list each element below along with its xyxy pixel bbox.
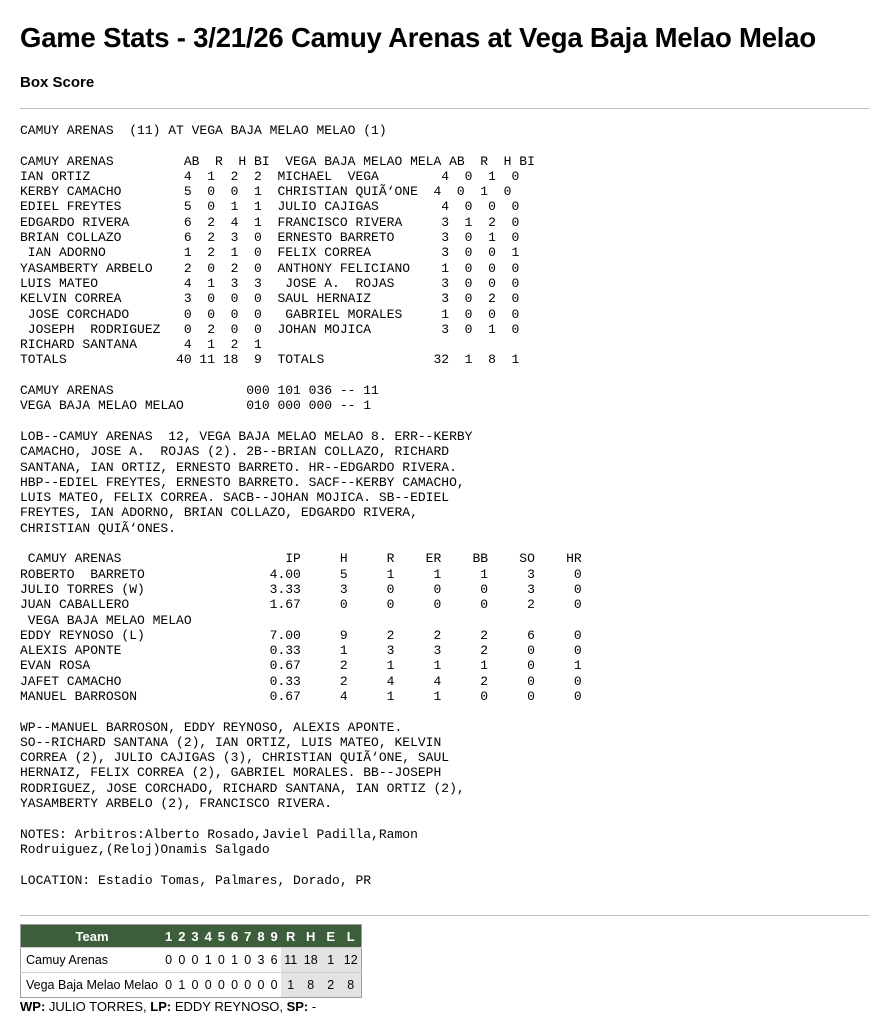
linescore-inning-score: 0: [188, 973, 201, 998]
box-score-line: SANTANA, IAN ORTIZ, ERNESTO BARRETO. HR--EDGARDO RIVERA.: [20, 459, 457, 475]
linescore-inning-score: 0: [268, 973, 281, 998]
linescore-table: [20, 924, 362, 998]
linescore-header-hits: H: [301, 925, 321, 948]
box-score-line: IAN ORTIZ 4 1 2 2 MICHAEL VEGA 4 0 1 0: [20, 168, 520, 184]
box-score-line: CAMUY ARENAS 000 101 036 -- 11: [20, 383, 379, 399]
linescore-inning-score: 0: [215, 948, 228, 973]
box-score-line: NOTES: Arbitros:Alberto Rosado,Javiel Padilla,Ramon: [20, 826, 418, 842]
box-score-line: VEGA BAJA MELAO MELAO: [20, 612, 192, 628]
box-score-line: JOSE CORCHADO 0 0 0 0 GABRIEL MORALES 1 0 0 0: [20, 306, 520, 322]
box-score-line: HERNAIZ, FELIX CORREA (2), GABRIEL MORALES. BB--JOSEPH: [20, 765, 442, 781]
lp-value: EDDY REYNOSO,: [171, 999, 287, 1014]
linescore-inning-score: 6: [268, 948, 281, 973]
linescore-hits: 18: [301, 948, 321, 973]
box-score-line: CAMUY ARENAS AB R H BI VEGA BAJA MELAO MELA AB R H BI: [20, 153, 535, 169]
linescore-lob: 12: [341, 948, 362, 973]
linescore-runs: 1: [281, 973, 301, 998]
linescore-header-inning: 8: [254, 925, 267, 948]
linescore-inning-score: 0: [228, 973, 241, 998]
linescore-inning-score: 1: [175, 973, 188, 998]
linescore-inning-score: 0: [254, 973, 267, 998]
wp-value: JULIO TORRES,: [45, 999, 151, 1014]
box-score-line: FREYTES, IAN ADORNO, BRIAN COLLAZO, EDGARDO RIVERA,: [20, 505, 418, 521]
linescore-header-inning: 4: [202, 925, 215, 948]
box-score-line: CHRISTIAN QUIÃ‘ONES.: [20, 520, 177, 536]
box-score-line: LOB--CAMUY ARENAS 12, VEGA BAJA MELAO MELAO 8. ERR--KERBY: [20, 428, 473, 444]
linescore-inning-score: 0: [162, 973, 175, 998]
box-score-line: MANUEL BARROSON 0.67 4 1 1 0 0 0: [20, 688, 582, 704]
box-score-line: LUIS MATEO, FELIX CORREA. SACB--JOHAN MOJICA. SB--EDIEL: [20, 490, 450, 506]
box-score-line: LUIS MATEO 4 1 3 3 JOSE A. ROJAS 3 0 0 0: [20, 275, 520, 291]
linescore-header-lob: L: [341, 925, 362, 948]
linescore-inning-score: 0: [188, 948, 201, 973]
box-score-line: KERBY CAMACHO 5 0 0 1 CHRISTIAN QUIÃ‘ONE 4 0 1 0: [20, 184, 512, 200]
linescore-header-inning: 3: [188, 925, 201, 948]
box-score-line: CAMACHO, JOSE A. ROJAS (2). 2B--BRIAN COLLAZO, RICHARD: [20, 444, 450, 460]
box-score-line: IAN ADORNO 1 2 1 0 FELIX CORREA 3 0 0 1: [20, 245, 520, 261]
linescore-header-inning: 9: [268, 925, 281, 948]
linescore-inning-score: 3: [254, 948, 267, 973]
linescore-header-team: Team: [21, 925, 163, 948]
page-title: Game Stats - 3/21/26 Camuy Arenas at Vega Baja Melao Melao: [20, 22, 816, 53]
box-score-line: WP--MANUEL BARROSON, EDDY REYNOSO, ALEXIS APONTE.: [20, 719, 403, 735]
box-score-line: RODRIGUEZ, JOSE CORCHADO, RICHARD SANTANA, IAN ORTIZ (2),: [20, 780, 465, 796]
linescore-team-name: Camuy Arenas: [21, 948, 163, 973]
box-score-line: EDGARDO RIVERA 6 2 4 1 FRANCISCO RIVERA 3 1 2 0: [20, 214, 520, 230]
linescore-hits: 8: [301, 973, 321, 998]
linescore-inning-score: 0: [215, 973, 228, 998]
box-score-line: SO--RICHARD SANTANA (2), IAN ORTIZ, LUIS MATEO, KELVIN: [20, 734, 442, 750]
box-score-line: JUAN CABALLERO 1.67 0 0 0 0 2 0: [20, 597, 582, 613]
box-score-line: CAMUY ARENAS (11) AT VEGA BAJA MELAO MELAO (1): [20, 123, 387, 138]
sp-value: -: [308, 999, 317, 1014]
divider-top: [20, 108, 870, 109]
linescore-row-home: [21, 973, 362, 998]
section-heading: Box Score: [20, 74, 95, 91]
box-score-line: JULIO TORRES (W) 3.33 3 0 0 0 3 0: [20, 581, 582, 597]
box-score-line: EDDY REYNOSO (L) 7.00 9 2 2 2 6 0: [20, 627, 582, 643]
box-score-line: LOCATION: Estadio Tomas, Palmares, Dorado, PR: [20, 872, 372, 888]
linescore-inning-score: 0: [241, 973, 254, 998]
box-score-line: VEGA BAJA MELAO MELAO 010 000 000 -- 1: [20, 398, 372, 414]
linescore-header-inning: 7: [241, 925, 254, 948]
box-score-line: CORREA (2), JULIO CAJIGAS (3), CHRISTIAN QUIÃ‘ONE, SAUL: [20, 750, 450, 766]
box-score-line: RICHARD SANTANA 4 1 2 1: [20, 337, 262, 353]
linescore-inning-score: 0: [162, 948, 175, 973]
linescore-header-inning: 5: [215, 925, 228, 948]
box-score-line: BRIAN COLLAZO 6 2 3 0 ERNESTO BARRETO 3 0 1 0: [20, 230, 520, 246]
box-score-line: TOTALS 40 11 18 9 TOTALS 32 1 8 1: [20, 352, 520, 368]
box-score-text: [20, 123, 582, 888]
box-score-line: YASAMBERTY ARBELO (2), FRANCISCO RIVERA.: [20, 796, 333, 812]
linescore-team-name: Vega Baja Melao Melao: [21, 973, 163, 998]
box-score-line: Rodruiguez,(Reloj)Onamis Salgado: [20, 841, 270, 857]
divider-bottom: [20, 915, 870, 916]
linescore-inning-score: 0: [202, 973, 215, 998]
linescore-lob: 8: [341, 973, 362, 998]
box-score-line: ROBERTO BARRETO 4.00 5 1 1 1 3 0: [20, 566, 582, 582]
sp-label: SP:: [286, 999, 309, 1014]
box-score-line: JAFET CAMACHO 0.33 2 4 4 2 0 0: [20, 673, 582, 689]
linescore-header-inning: 2: [175, 925, 188, 948]
pitcher-decisions: [20, 999, 316, 1014]
linescore-header-inning: 1: [162, 925, 175, 948]
linescore-header-row: [21, 925, 362, 948]
box-score-line: EVAN ROSA 0.67 2 1 1 1 0 1: [20, 658, 582, 674]
box-score-line: EDIEL FREYTES 5 0 1 1 JULIO CAJIGAS 4 0 0 0: [20, 199, 520, 215]
box-score-line: HBP--EDIEL FREYTES, ERNESTO BARRETO. SACF--KERBY CAMACHO,: [20, 474, 465, 490]
box-score-line: ALEXIS APONTE 0.33 1 3 3 2 0 0: [20, 643, 582, 659]
linescore-row-away: [21, 948, 362, 973]
linescore-header-runs: R: [281, 925, 301, 948]
lp-label: LP:: [150, 999, 172, 1014]
linescore-runs: 11: [281, 948, 301, 973]
linescore-errors: 1: [321, 948, 341, 973]
linescore-inning-score: 0: [175, 948, 188, 973]
wp-label: WP:: [20, 999, 46, 1014]
linescore-inning-score: 1: [228, 948, 241, 973]
linescore-inning-score: 0: [241, 948, 254, 973]
box-score-line: CAMUY ARENAS IP H R ER BB SO HR: [20, 551, 582, 567]
box-score-line: YASAMBERTY ARBELO 2 0 2 0 ANTHONY FELICIANO 1 0 0 0: [20, 260, 520, 276]
box-score-line: KELVIN CORREA 3 0 0 0 SAUL HERNAIZ 3 0 2 0: [20, 291, 520, 307]
linescore-header-inning: 6: [228, 925, 241, 948]
linescore-errors: 2: [321, 973, 341, 998]
linescore-inning-score: 1: [202, 948, 215, 973]
box-score-line: JOSEPH RODRIGUEZ 0 2 0 0 JOHAN MOJICA 3 0 1 0: [20, 321, 520, 337]
linescore-header-errors: E: [321, 925, 341, 948]
